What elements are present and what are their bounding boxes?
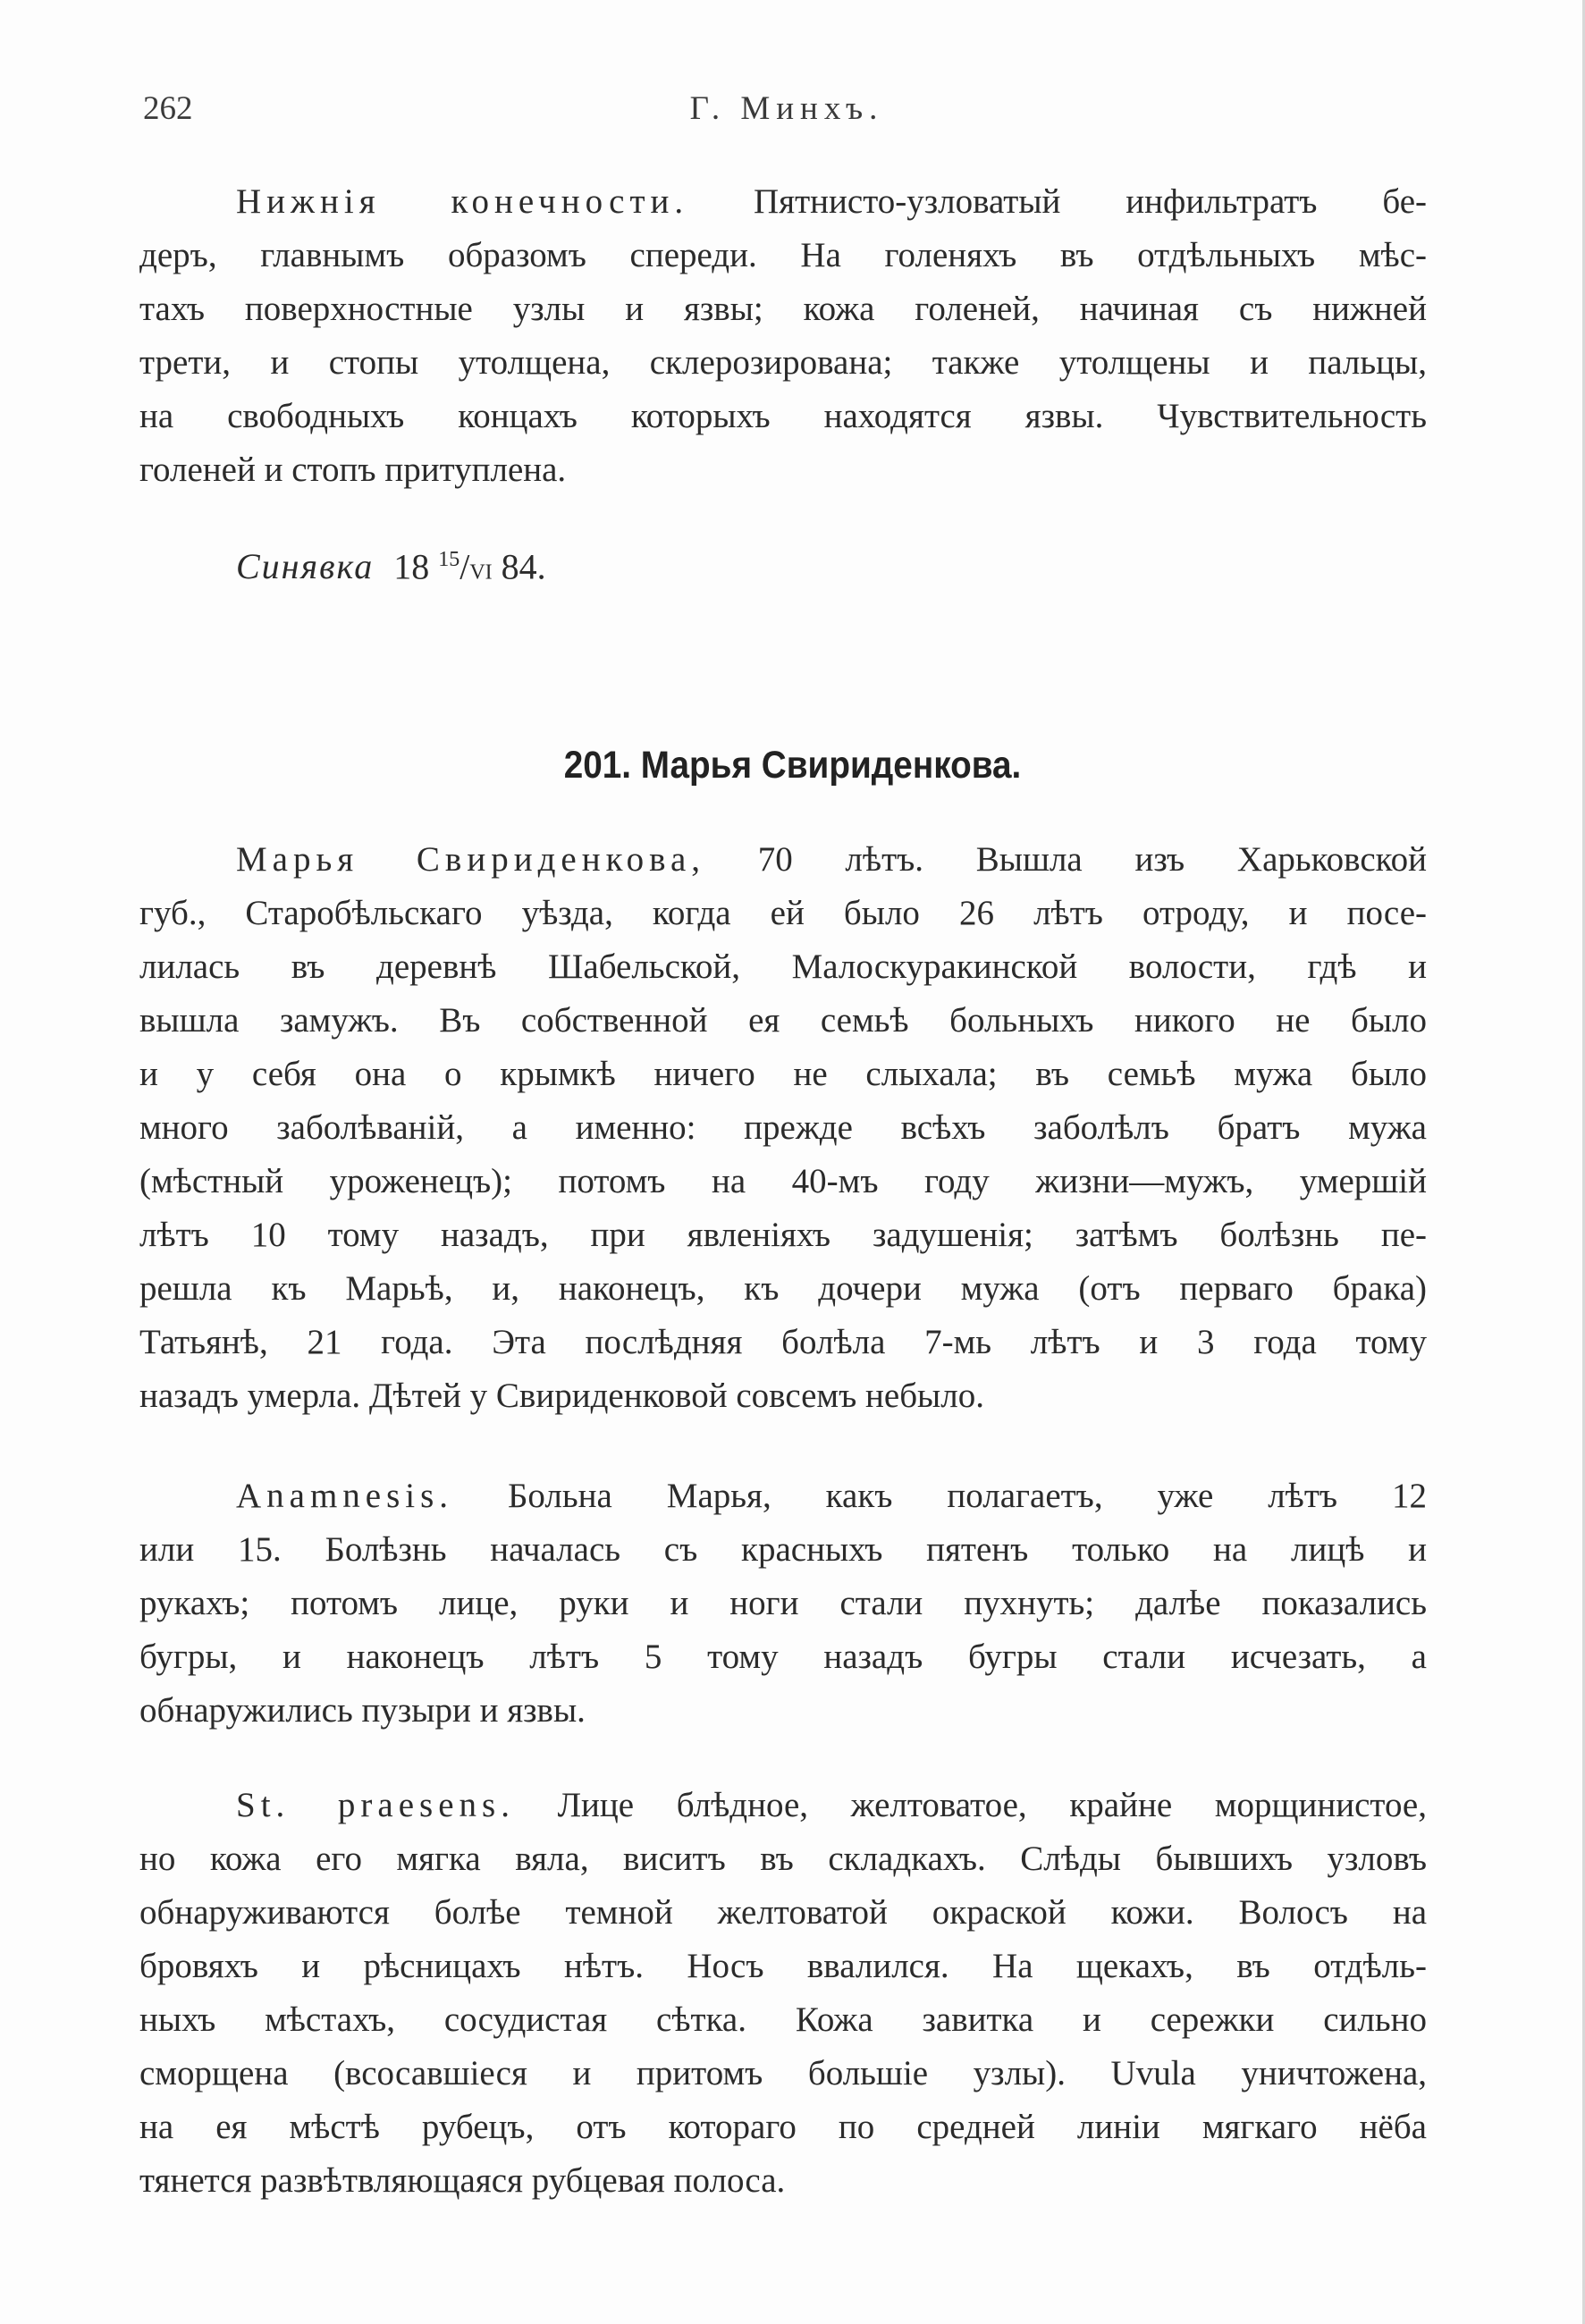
text-line: лѣтъ 10 тому назадъ, при явленіяхъ задушенія; затѣмъ болѣзнь пе- — [139, 1216, 1427, 1254]
place-and-date: Синявка 18 $^{15}$/VI 84. — [236, 546, 546, 587]
running-head — [143, 89, 1430, 143]
text-line: обнаруживаются болѣе темной желтоватой окраской кожи. Волосъ на — [139, 1893, 1427, 1932]
text-line: и у себя она о крымкѣ ничего не слыхала; въ семьѣ мужа было — [139, 1055, 1427, 1093]
paragraph-lead: Нижнія конечности. — [236, 182, 689, 221]
text-line: тянется развѣтвляющаяся рубцевая полоса. — [139, 2161, 786, 2200]
paragraph-lead: Anamnesis. — [236, 1477, 454, 1515]
text-line: ныхъ мѣстахъ, сосудистая сѣтка. Кожа завитка и сережки сильно — [139, 2000, 1427, 2039]
section-heading: 201. Марья Свириденкова. — [563, 744, 1022, 787]
text-line: но кожа его мягка вяла, виситъ въ складкахъ. Слѣды бывшихъ узловъ — [139, 1840, 1427, 1878]
text-line: St. praesens. Лице блѣдное, желтоватое, крайне морщинистое, — [236, 1786, 1427, 1824]
text-line: решла къ Марьѣ, и, наконецъ, къ дочери мужа (отъ перваго брака) — [139, 1269, 1427, 1308]
text-line: голеней и стопъ притуплена. — [139, 450, 567, 489]
text-line: вышла замужъ. Въ собственной ея семьѣ больныхъ никого не было — [139, 1001, 1427, 1040]
text-line: губ., Старобѣльскаго уѣзда, когда ей было 26 лѣтъ отроду, и посе- — [139, 894, 1427, 932]
text-line: Нижнія конечности. Пятнисто-узловатый инфильтратъ бе- — [236, 182, 1427, 221]
paragraph-lower-limbs — [139, 175, 1427, 497]
date-year: 84. — [501, 546, 546, 587]
text-line: сморщена (всосавшіеся и притомъ большіе узлы). Uvula уничтожена, — [139, 2054, 1427, 2092]
paragraph-anamnesis — [139, 1469, 1427, 1738]
date-day: 18 — [393, 546, 430, 587]
text-line: Татьянѣ, 21 года. Эта послѣдняя болѣла 7-мь лѣтъ и 3 года тому — [139, 1323, 1427, 1361]
text-line: на ея мѣстѣ рубецъ, отъ котораго по средней линіи мягкаго нёба — [139, 2108, 1427, 2146]
text-line: тахъ поверхностные узлы и язвы; кожа голеней, начиная съ нижней — [139, 290, 1427, 328]
text-line: (мѣстный уроженецъ); потомъ на 40-мъ году жизни—мужъ, умершій — [139, 1162, 1427, 1200]
text-line: много заболѣваній, а именно: прежде всѣхъ заболѣлъ братъ мужа — [139, 1108, 1427, 1147]
place-name: Синявка — [236, 546, 375, 587]
text-line: лилась въ деревнѣ Шабельской, Малоскуракинской волости, гдѣ и — [139, 947, 1427, 986]
date-sup: 15 — [438, 548, 460, 571]
text-line: обнаружились пузыри и язвы. — [139, 1691, 586, 1730]
text-line: бровяхъ и рѣсницахъ нѣтъ. Носъ ввалился. На щекахъ, въ отдѣль- — [139, 1947, 1427, 1985]
text-line: трети, и стопы утолщена, склерозирована; также утолщены и пальцы, — [139, 343, 1427, 382]
text-line: или 15. Болѣзнь началась съ красныхъ пятенъ только на лицѣ и — [139, 1530, 1427, 1569]
paragraph-lead: Марья Свириденкова, — [236, 840, 706, 879]
paragraph-lead: St. praesens. — [236, 1786, 515, 1824]
text-line: на свободныхъ концахъ которыхъ находятся язвы. Чувствительность — [139, 397, 1427, 435]
running-title: Г. Минхъ. — [689, 90, 884, 127]
date-month: VI — [469, 560, 493, 585]
text-line: деръ, главнымъ образомъ спереди. На голеняхъ въ отдѣльныхъ мѣс- — [139, 236, 1427, 274]
text-line: бугры, и наконецъ лѣтъ 5 тому назадъ бугры стали исчезать, а — [139, 1638, 1427, 1676]
page-number: 262 — [143, 90, 193, 127]
paragraph-status-praesens — [139, 1779, 1427, 2208]
paragraph-patient-history — [139, 833, 1427, 1423]
text-line: Марья Свириденкова, 70 лѣтъ. Вышла изъ Харьковской — [236, 840, 1427, 879]
text-line: рукахъ; потомъ лице, руки и ноги стали пухнуть; далѣе показались — [139, 1584, 1427, 1622]
text-line: Anamnesis. Больна Марья, какъ полагаетъ, уже лѣтъ 12 — [236, 1477, 1427, 1515]
text-line: назадъ умерла. Дѣтей у Свириденковой совсемъ небыло. — [139, 1377, 984, 1415]
